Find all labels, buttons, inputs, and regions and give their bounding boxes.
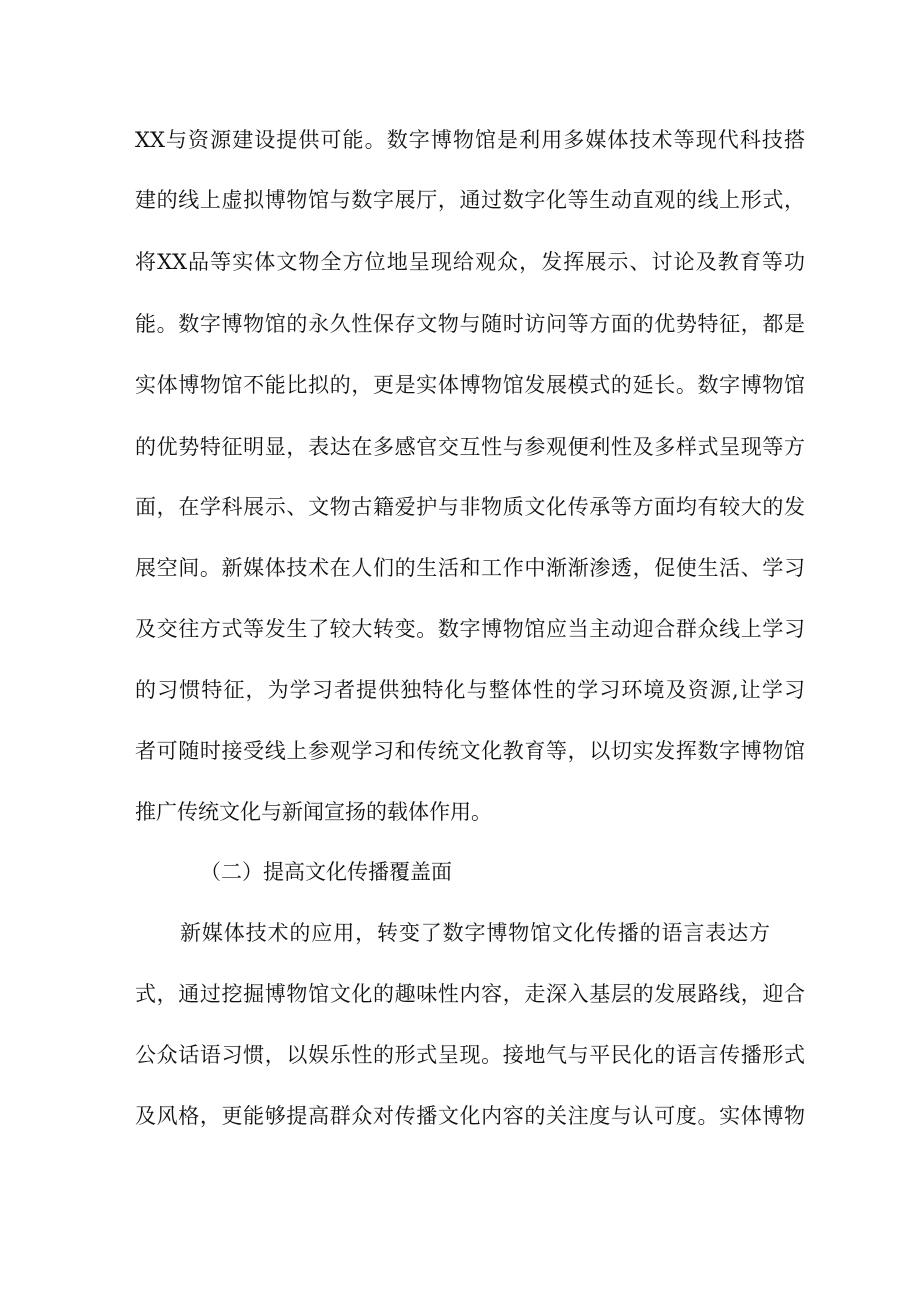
section-heading: （二）提高文化传播覆盖面 (200, 860, 452, 884)
paragraph-line: 能。数字博物馆的永久性保存文物与随时访问等方面的优势特征，都是 (135, 312, 805, 336)
paragraph-line: 的习惯特征，为学习者提供独特化与整体性的学习环境及资源,让学习 (135, 678, 805, 702)
paragraph-first-line: 新媒体技术的应用，转变了数字博物馆文化传播的语言表达方 (180, 921, 770, 945)
paragraph-line: 及风格，更能够提高群众对传播文化内容的关注度与认可度。实体博物 (135, 1104, 805, 1128)
paragraph-line: 将XX品等实体文物全方位地呈现给观众，发挥展示、讨论及教育等功 (135, 250, 805, 274)
paragraph-line: 及交往方式等发生了较大转变。数字博物馆应当主动迎合群众线上学习 (135, 617, 805, 641)
paragraph-line: 公众话语习惯，以娱乐性的形式呈现。接地气与平民化的语言传播形式 (135, 1043, 805, 1067)
paragraph-line: 者可随时接受线上参观学习和传统文化教育等，以切实发挥数字博物馆 (135, 739, 805, 763)
paragraph-line: 建的线上虚拟博物馆与数字展厅，通过数字化等生动直观的线上形式， (135, 188, 805, 212)
paragraph-line: XX与资源建设提供可能。数字博物馆是利用多媒体技术等现代科技搭 (135, 128, 805, 152)
paragraph-line: 的优势特征明显，表达在多感官交互性与参观便利性及多样式呈现等方 (135, 435, 805, 459)
paragraph-line: 实体博物馆不能比拟的，更是实体博物馆发展模式的延长。数字博物馆 (135, 373, 805, 397)
paragraph-line: 展空间。新媒体技术在人们的生活和工作中渐渐渗透，促使生活、学习 (135, 556, 805, 580)
paragraph-line: 面，在学科展示、文物古籍爱护与非物质文化传承等方面均有较大的发 (135, 495, 805, 519)
paragraph-line-last: 推广传统文化与新闻宣扬的载体作用。 (135, 800, 492, 824)
paragraph-line: 式，通过挖掘博物馆文化的趣味性内容，走深入基层的发展路线，迎合 (135, 982, 805, 1006)
